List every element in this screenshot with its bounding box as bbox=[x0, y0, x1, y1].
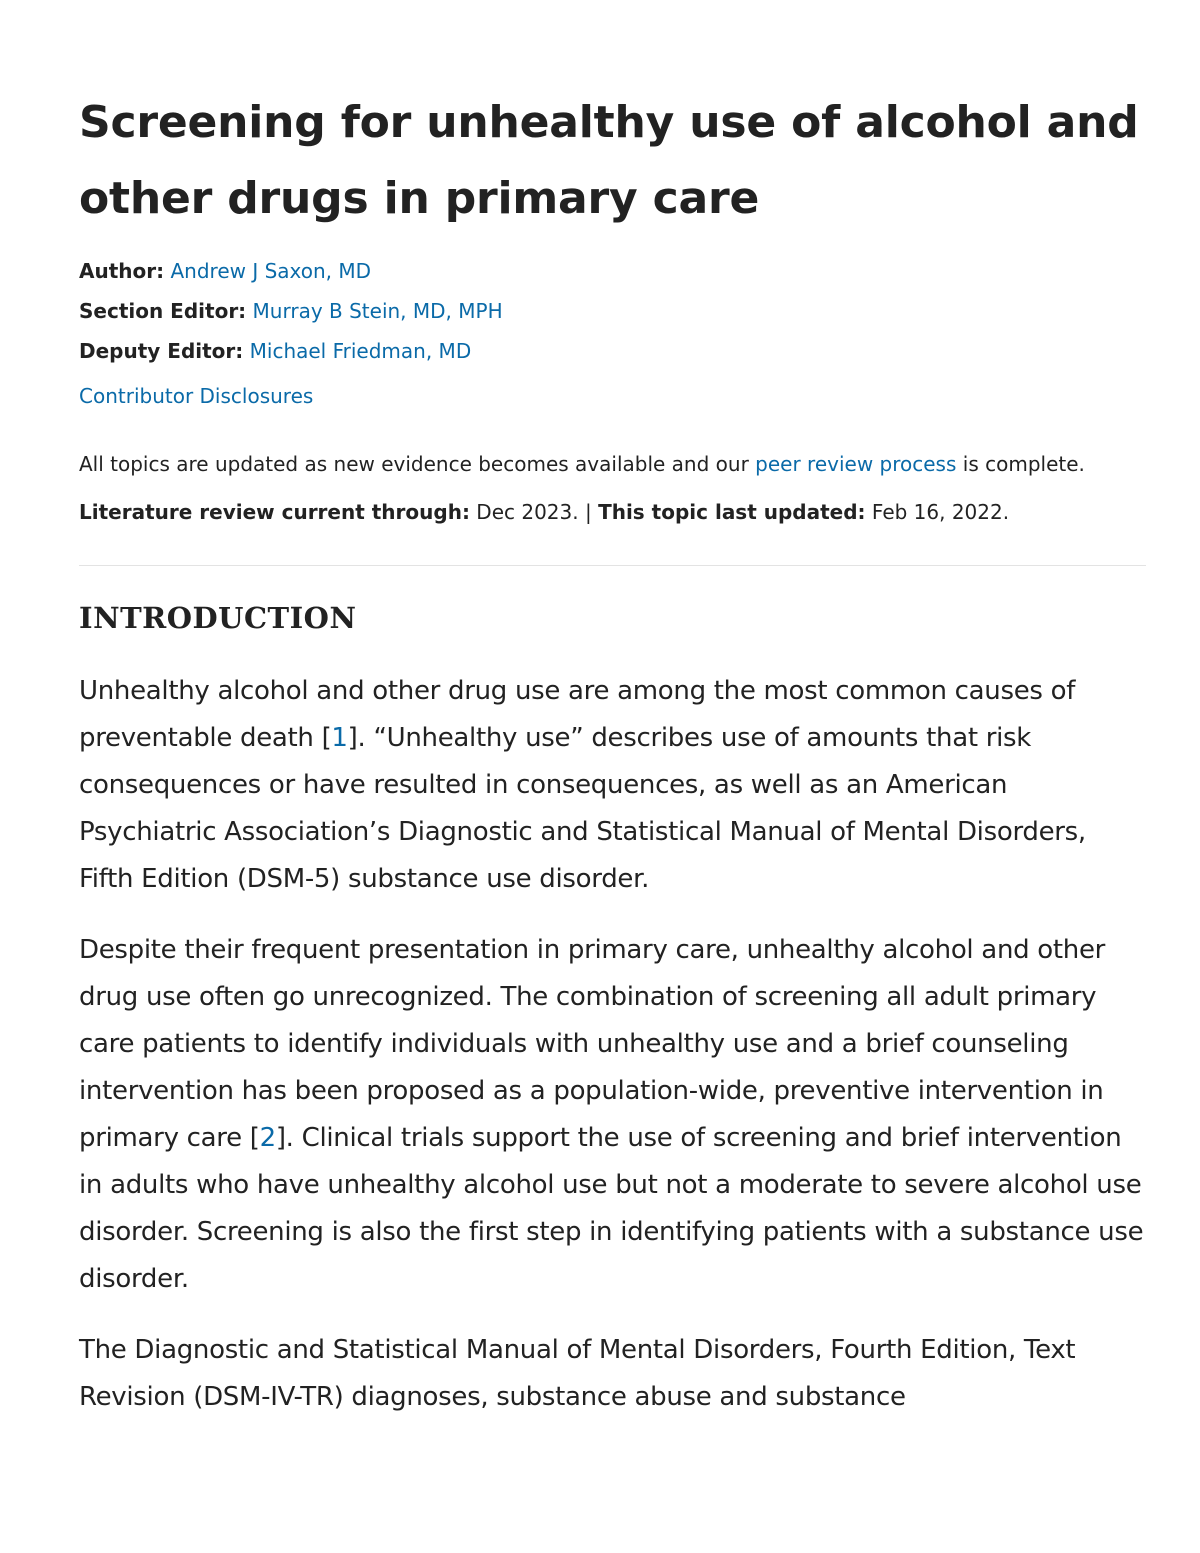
update-note-text-start: All topics are updated as new evidence becomes available and our bbox=[79, 452, 756, 476]
paragraph-1-text-b: ]. “Unhealthy use” describes use of amounts that risk consequences or have resulted in consequences, as well as an American Psychiatric Association’s Diagnostic and Statistical Manual of Mental Disorders, Fifth Edition (DSM-5) substance use disorder. bbox=[79, 723, 1086, 894]
deputy-editor-label: Deputy Editor: bbox=[79, 339, 244, 363]
reference-1-link[interactable]: 1 bbox=[331, 723, 348, 753]
contributor-disclosures-link[interactable]: Contributor Disclosures bbox=[79, 384, 314, 408]
last-updated-label: This topic last updated: bbox=[598, 500, 866, 524]
review-dates bbox=[79, 495, 1146, 529]
disclosures-row bbox=[79, 381, 1146, 411]
literature-review-date: Dec 2023. bbox=[469, 500, 579, 524]
introduction-heading: INTRODUCTION bbox=[79, 601, 357, 635]
literature-review-label: Literature review current through: bbox=[79, 500, 470, 524]
deputy-editor-link[interactable]: Michael Friedman, MD bbox=[249, 339, 472, 363]
author-line bbox=[79, 251, 1146, 291]
update-note bbox=[79, 445, 1146, 483]
deputy-editor-line bbox=[79, 331, 1146, 371]
update-note-text-end: is complete. bbox=[956, 452, 1085, 476]
reference-2-link[interactable]: 2 bbox=[259, 1123, 276, 1153]
paragraph-2-text-a: Despite their frequent presentation in primary care, unhealthy alcohol and other drug use often go unrecognized. The combination of screening all adult primary care patients to identify individuals with unhealthy use and a brief counseling intervention has been proposed as a population-wide, preventive intervention in primary care [ bbox=[79, 935, 1106, 1153]
intro-paragraph-1 bbox=[79, 668, 1146, 903]
section-editor-link[interactable]: Murray B Stein, MD, MPH bbox=[252, 299, 503, 323]
intro-paragraph-3: The Diagnostic and Statistical Manual of Mental Disorders, Fourth Edition, Text Revision (DSM-IV-TR) diagnoses, substance abuse and substance bbox=[79, 1335, 1076, 1412]
peer-review-process-link[interactable]: peer review process bbox=[755, 452, 957, 476]
last-updated-date: Feb 16, 2022. bbox=[865, 500, 1010, 524]
author-link[interactable]: Andrew J Saxon, MD bbox=[170, 259, 372, 283]
author-label: Author: bbox=[79, 259, 165, 283]
section-divider bbox=[79, 565, 1146, 566]
section-editor-label: Section Editor: bbox=[79, 299, 247, 323]
intro-paragraph-2 bbox=[79, 927, 1146, 1303]
section-editor-line bbox=[79, 291, 1146, 331]
paragraph-2-text-b: ]. Clinical trials support the use of screening and brief intervention in adults who have unhealthy alcohol use but not a moderate to severe alcohol use disorder. Screening is also the first step in identifying patients with a substance use disorder. bbox=[79, 1123, 1144, 1294]
author-block bbox=[79, 251, 1146, 371]
review-separator: | bbox=[578, 500, 599, 524]
paragraph-1-text-a: Unhealthy alcohol and other drug use are among the most common causes of preventable death [ bbox=[79, 676, 1076, 753]
article-title: Screening for unhealthy use of alcohol and other drugs in primary care bbox=[79, 97, 1139, 224]
